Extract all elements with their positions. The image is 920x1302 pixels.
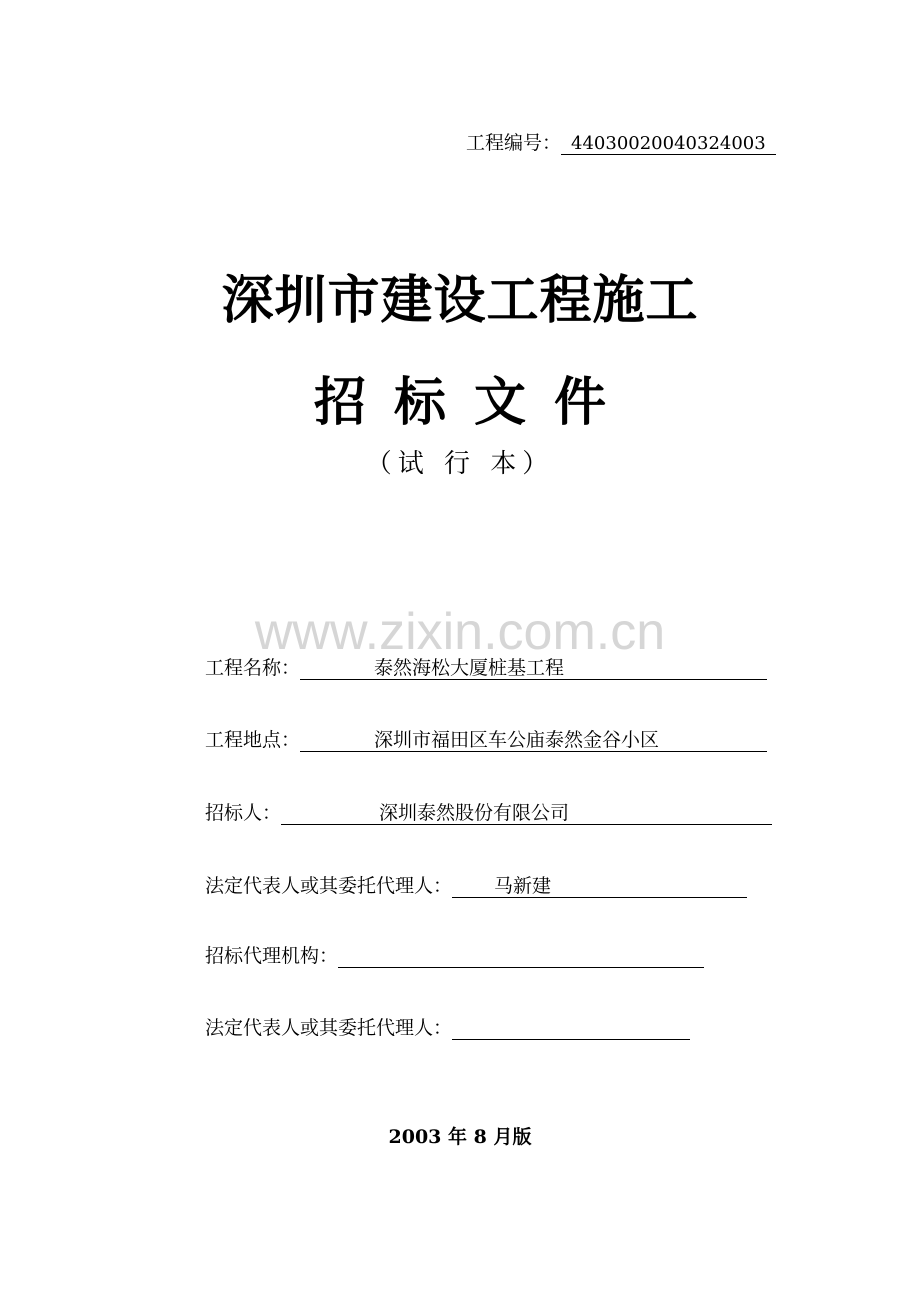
project-name-label: 工程名称： bbox=[205, 657, 301, 679]
watermark: www.zixin.com.cn bbox=[254, 603, 666, 661]
agency-rep-label: 法定代表人或其委托代理人： bbox=[205, 1017, 453, 1039]
tenderer-label: 招标人： bbox=[205, 802, 282, 824]
legal-rep-value: 马新建 bbox=[452, 874, 747, 898]
tenderer-row bbox=[205, 795, 772, 825]
document-title: 深圳市建设工程施工 bbox=[221, 271, 699, 331]
legal-rep-label: 法定代表人或其委托代理人： bbox=[205, 875, 453, 897]
project-location-value: 深圳市福田区车公庙泰然金谷小区 bbox=[300, 728, 767, 752]
legal-rep-row bbox=[205, 868, 747, 898]
project-name-row bbox=[205, 650, 767, 680]
agency-rep-value bbox=[452, 1016, 690, 1040]
tenderer-value: 深圳泰然股份有限公司 bbox=[281, 801, 772, 825]
agency-rep-row bbox=[205, 1010, 690, 1040]
agency-value bbox=[338, 944, 704, 968]
project-location-label: 工程地点： bbox=[205, 729, 301, 751]
document-edition-note: （试 行 本） bbox=[365, 449, 555, 479]
project-name-value: 泰然海松大厦桩基工程 bbox=[300, 656, 767, 680]
project-location-row bbox=[205, 722, 767, 752]
document-subtitle: 招标文件 bbox=[313, 373, 634, 433]
project-number-value: 44030020040324003 bbox=[561, 133, 776, 155]
project-number-label: 工程编号： bbox=[466, 132, 562, 154]
agency-row bbox=[205, 938, 704, 968]
edition-date: 2003 年 8 月版 bbox=[388, 1126, 532, 1148]
project-number bbox=[466, 128, 776, 155]
agency-label: 招标代理机构： bbox=[205, 945, 339, 967]
